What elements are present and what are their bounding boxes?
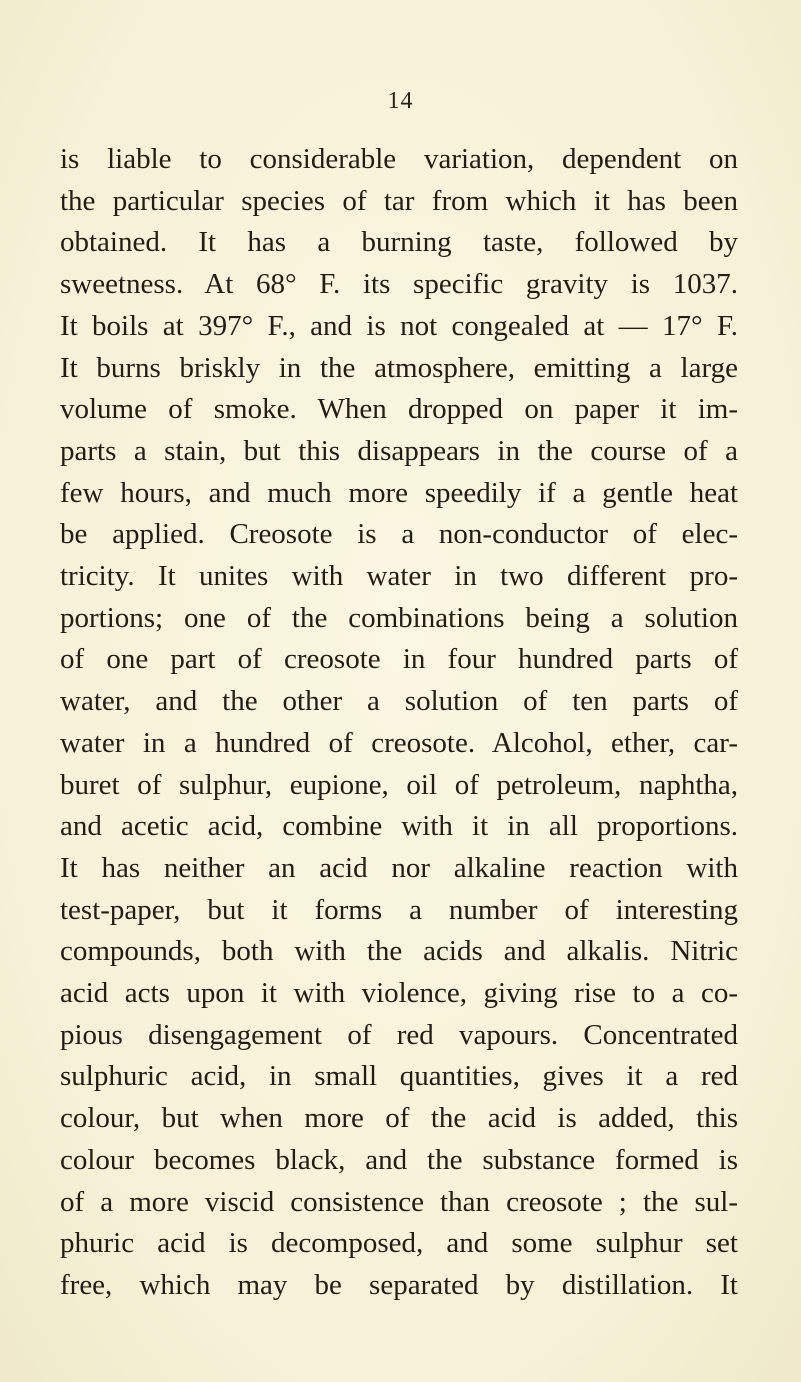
- text-line: It boils at 397° F., and is not congealed at — 17° F.: [60, 309, 738, 342]
- text-line: sulphuric acid, in small quantities, gives it a red: [60, 1060, 738, 1093]
- text-line: buret of sulphur, eupione, oil of petroleum, naphtha,: [60, 768, 738, 801]
- text-line: is liable to considerable variation, dependent on: [60, 143, 738, 175]
- text-line: sweetness. At 68° F. its specific gravity is 1037.: [60, 268, 738, 301]
- text-line: colour, but when more of the acid is added, this: [60, 1102, 738, 1135]
- text-line: portions; one of the combinations being a solution: [60, 601, 738, 634]
- text-line: the particular species of tar from which it has been: [60, 184, 738, 217]
- text-line: water in a hundred of creosote. Alcohol, ether, car-: [60, 726, 738, 759]
- text-line: It burns briskly in the atmosphere, emitting a large: [60, 351, 738, 384]
- text-line: of one part of creosote in four hundred parts of: [60, 643, 738, 676]
- text-line: It has neither an acid nor alkaline reaction with: [60, 851, 738, 884]
- text-line: obtained. It has a burning taste, followed by: [60, 226, 738, 259]
- text-line: colour becomes black, and the substance formed is: [60, 1143, 738, 1176]
- text-line: acid acts upon it with violence, giving rise to a co-: [60, 977, 738, 1010]
- text-line: tricity. It unites with water in two different pro-: [60, 560, 738, 593]
- page-number: 14: [387, 88, 414, 114]
- text-line: few hours, and much more speedily if a gentle heat: [60, 476, 738, 509]
- text-line: free, which may be separated by distillation. It: [60, 1268, 738, 1301]
- text-line: and acetic acid, combine with it in all proportions.: [60, 810, 738, 843]
- text-line: parts a stain, but this disappears in the course of a: [60, 434, 738, 467]
- text-line: test-paper, but it forms a number of interesting: [60, 893, 738, 926]
- text-line: pious disengagement of red vapours. Concentrated: [60, 1018, 738, 1051]
- text-line: compounds, both with the acids and alkalis. Nitric: [60, 935, 738, 968]
- text-line: volume of smoke. When dropped on paper it im-: [60, 393, 738, 426]
- body-paragraph: [60, 139, 738, 1307]
- text-line: of a more viscid consistence than creosote ; the sul-: [60, 1185, 738, 1218]
- text-line: phuric acid is decomposed, and some sulphur set: [60, 1227, 738, 1260]
- text-line: be applied. Creosote is a non-conductor of elec-: [60, 518, 738, 551]
- text-line: water, and the other a solution of ten parts of: [60, 685, 738, 718]
